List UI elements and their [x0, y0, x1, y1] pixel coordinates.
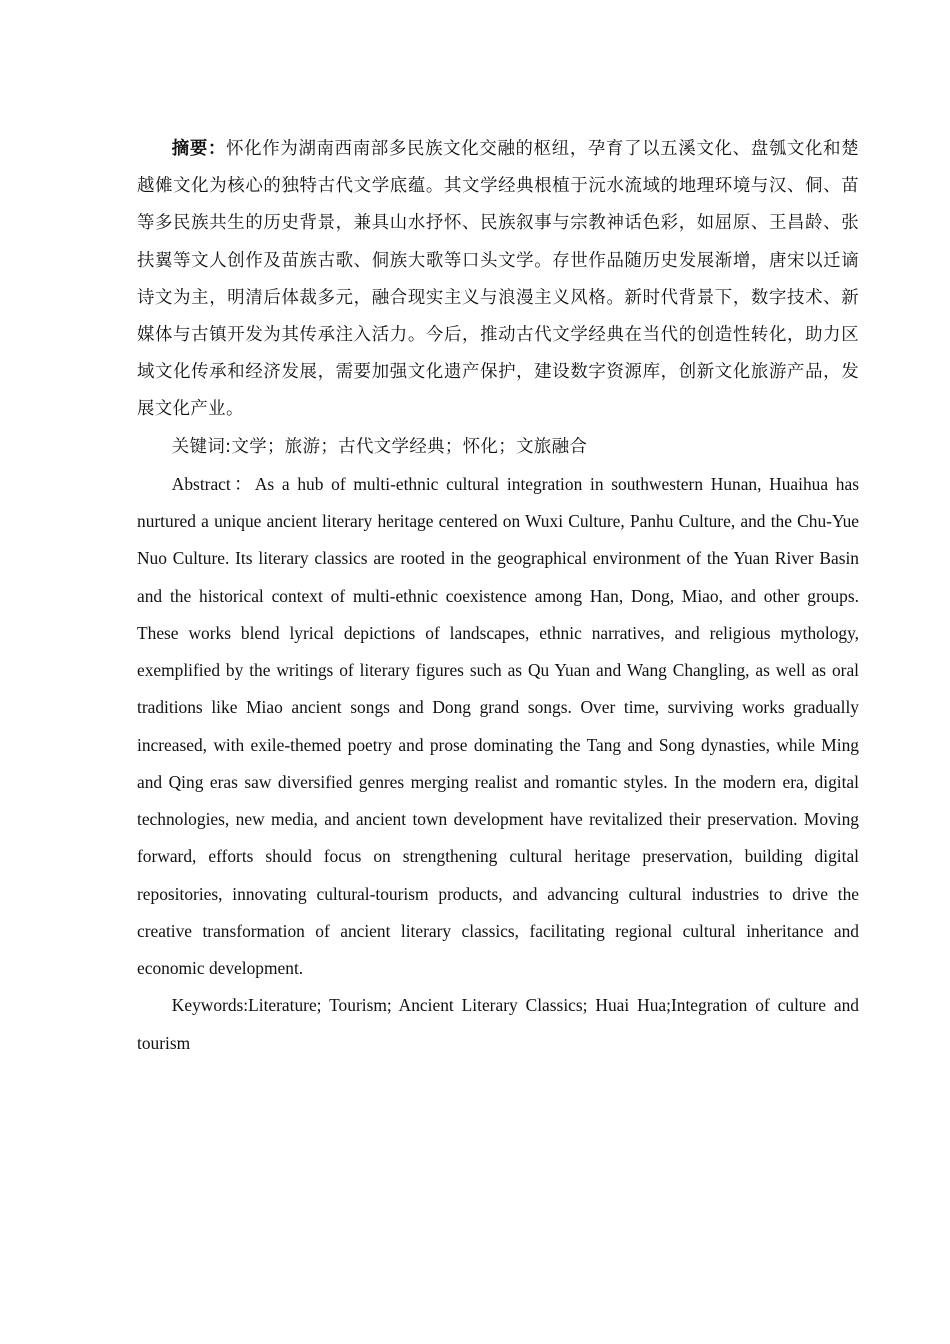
english-abstract-text: As a hub of multi-ethnic cultural integration in southwestern Hunan, Huaihua has nurtured a unique ancient literary heritage centered on Wuxi Culture, Panhu Culture, and the Chu-Yue Nuo Culture. Its literary classics are rooted in the geographical environment of the Yuan River Basin and the historical context of multi-ethnic coexistence among Han, Dong, Miao, and other groups. These works blend lyrical depictions of landscapes, ethnic narratives, and religious mythology, exemplified by the writings of literary figures such as Qu Yuan and Wang Changling, as well as oral traditions like Miao ancient songs and Dong grand songs. Over time, surviving works gradually increased, with exile-themed poetry and prose dominating the Tang and Song dynasties, while Ming and Qing eras saw diversified genres merging realist and romantic styles. In the modern era, digital technologies, new media, and ancient town development have revitalized their preservation. Moving forward, efforts should focus on strengthening cultural heritage preservation, building digital repositories, innovating cultural-tourism products, and advancing cultural industries to drive the creative transformation of ancient literary classics, facilitating regional cultural inheritance and economic development.	[137, 473, 859, 979]
chinese-abstract-paragraph	[137, 131, 859, 429]
english-abstract-paragraph	[137, 466, 859, 988]
chinese-keywords-text: 文学；旅游；古代文学经典；怀化；文旅融合	[231, 436, 588, 457]
english-keywords-text: Literature; Tourism; Ancient Literary Classics; Huai Hua;Integration of culture and tourism	[137, 995, 859, 1053]
chinese-keywords-label: 关键词:	[171, 436, 232, 457]
chinese-keywords-paragraph	[137, 429, 859, 466]
chinese-abstract-text: 怀化作为湖南西南部多民族文化交融的枢纽，孕育了以五溪文化、盘瓠文化和楚越傩文化为核心的独特古代文学底蕴。其文学经典根植于沅水流域的地理环境与汉、侗、苗等多民族共生的历史背景，兼具山水抒怀、民族叙事与宗教神话色彩，如屈原、王昌龄、张扶翼等文人创作及苗族古歌、侗族大歌等口头文学。存世作品随历史发展渐增，唐宋以迁谪诗文为主，明清后体裁多元，融合现实主义与浪漫主义风格。新时代背景下，数字技术、新媒体与古镇开发为其传承注入活力。今后，推动古代文学经典在当代的创造性转化，助力区域文化传承和经济发展，需要加强文化遗产保护，建设数字资源库，创新文化旅游产品，发展文化产业。	[137, 139, 859, 420]
english-keywords-label: Keywords:	[171, 995, 249, 1016]
english-abstract-label: Abstract：	[171, 473, 255, 494]
chinese-abstract-label: 摘要：	[171, 139, 227, 159]
abstract-section	[137, 131, 859, 1062]
english-keywords-paragraph	[137, 987, 859, 1062]
